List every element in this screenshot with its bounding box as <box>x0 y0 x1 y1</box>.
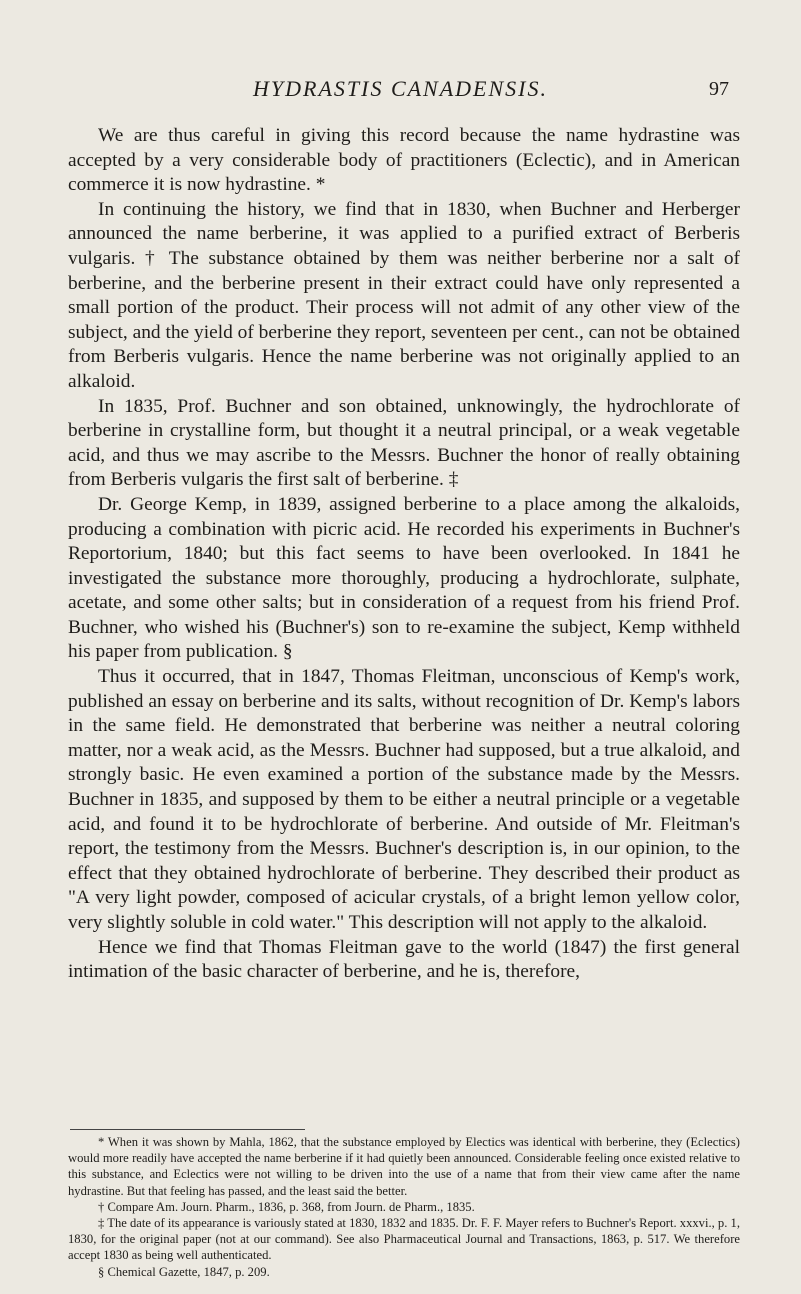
footnote-divider <box>70 1129 305 1130</box>
body-text <box>68 124 740 985</box>
paragraph: Hence we find that Thomas Fleitman gave to the world (1847) the first general intimation of the basic character of berberine, and he is, therefore, <box>68 936 740 983</box>
paragraph: We are thus careful in giving this record because the name hydrastine was accepted by a very considerable body of practitioners (Eclectic), and in American commerce it is now hydrastine. * <box>68 125 740 196</box>
running-title: HYDRASTIS CANADENSIS. <box>253 76 548 101</box>
page-number: 97 <box>709 78 729 100</box>
paragraph: Dr. George Kemp, in 1839, assigned berberine to a place among the alkaloids, producing a combination with picric acid. He recorded his experiments in Buchner's Reportorium, 1840; but this fact seems to have been overlooked. In 1841 he investigated the substance more thoroughly, producing a hydrochlorate, sulphate, acetate, and some other salts; but in consideration of a request from his friend Prof. Buchner, who wished his (Buchner's) son to re-examine the subject, Kemp withheld his paper from publication. § <box>68 493 740 663</box>
footnote: ‡ The date of its appearance is variously stated at 1830, 1832 and 1835. Dr. F. F. Mayer refers to Buchner's Report. xxxvi., p. 1, 1830, for the original paper (not at our command). See also Pharmaceutical Journal and Transactions, 1863, p. 517. We therefore accept 1830 as being well authenticated. <box>68 1216 740 1263</box>
footnote: * When it was shown by Mahla, 1862, that the substance employed by Electics was identical with berberine, they (Eclectics) would more readily have accepted the name berberine if it had quietly been announced. Considerable feeling once existed relative to this substance, and Eclectics were not willing to be driven into the use of a name that from their view came after the name hydrastine. But that feeling has passed, and the least said the better. <box>68 1135 740 1198</box>
paragraph: Thus it occurred, that in 1847, Thomas Fleitman, unconscious of Kemp's work, published an essay on berberine and its salts, without recognition of Dr. Kemp's labors in the same field. He demonstrated that berberine was neither a neutral coloring matter, nor a weak acid, as the Messrs. Buchner had supposed, but a true alkaloid, and strongly basic. He even examined a portion of the substance made by the Messrs. Buchner in 1835, and supposed by them to be either a neutral principle or a vegetable acid, and found it to be hydrochlorate of berberine. And outside of Mr. Fleitman's report, the testimony from the Messrs. Buchner's description is, in our opinion, to the effect that they obtained hydrochlorate of berberine. They described their product as "A very light powder, composed of acicular crystals, of a bright lemon yellow color, very slightly soluble in cold water." This description will not apply to the alkaloid. <box>68 666 740 933</box>
footnotes <box>68 1134 740 1280</box>
page-header <box>0 76 801 106</box>
paragraph: In continuing the history, we find that in 1830, when Buchner and Herberger announced the name berberine, it was applied to a purified extract of Berberis vulgaris. † The substance obtained by them was neither berberine nor a salt of berberine, and the berberine present in their extract could have only represented a small portion of the product. Their process will not admit of any other view of the subject, and the yield of berberine they report, seventeen per cent., can not be obtained from Berberis vulgaris. Hence the name berberine was not originally applied to an alkaloid. <box>68 198 740 392</box>
footnote: § Chemical Gazette, 1847, p. 209. <box>98 1264 270 1279</box>
footnote: † Compare Am. Journ. Pharm., 1836, p. 368, from Journ. de Pharm., 1835. <box>98 1199 475 1214</box>
paragraph: In 1835, Prof. Buchner and son obtained, unknowingly, the hydrochlorate of berberine in crystalline form, but thought it a neutral principal, or a weak vegetable acid, and thus we may ascribe to the Messrs. Buchner the honor of really obtaining from Berberis vulgaris the first salt of berberine. ‡ <box>68 395 740 491</box>
